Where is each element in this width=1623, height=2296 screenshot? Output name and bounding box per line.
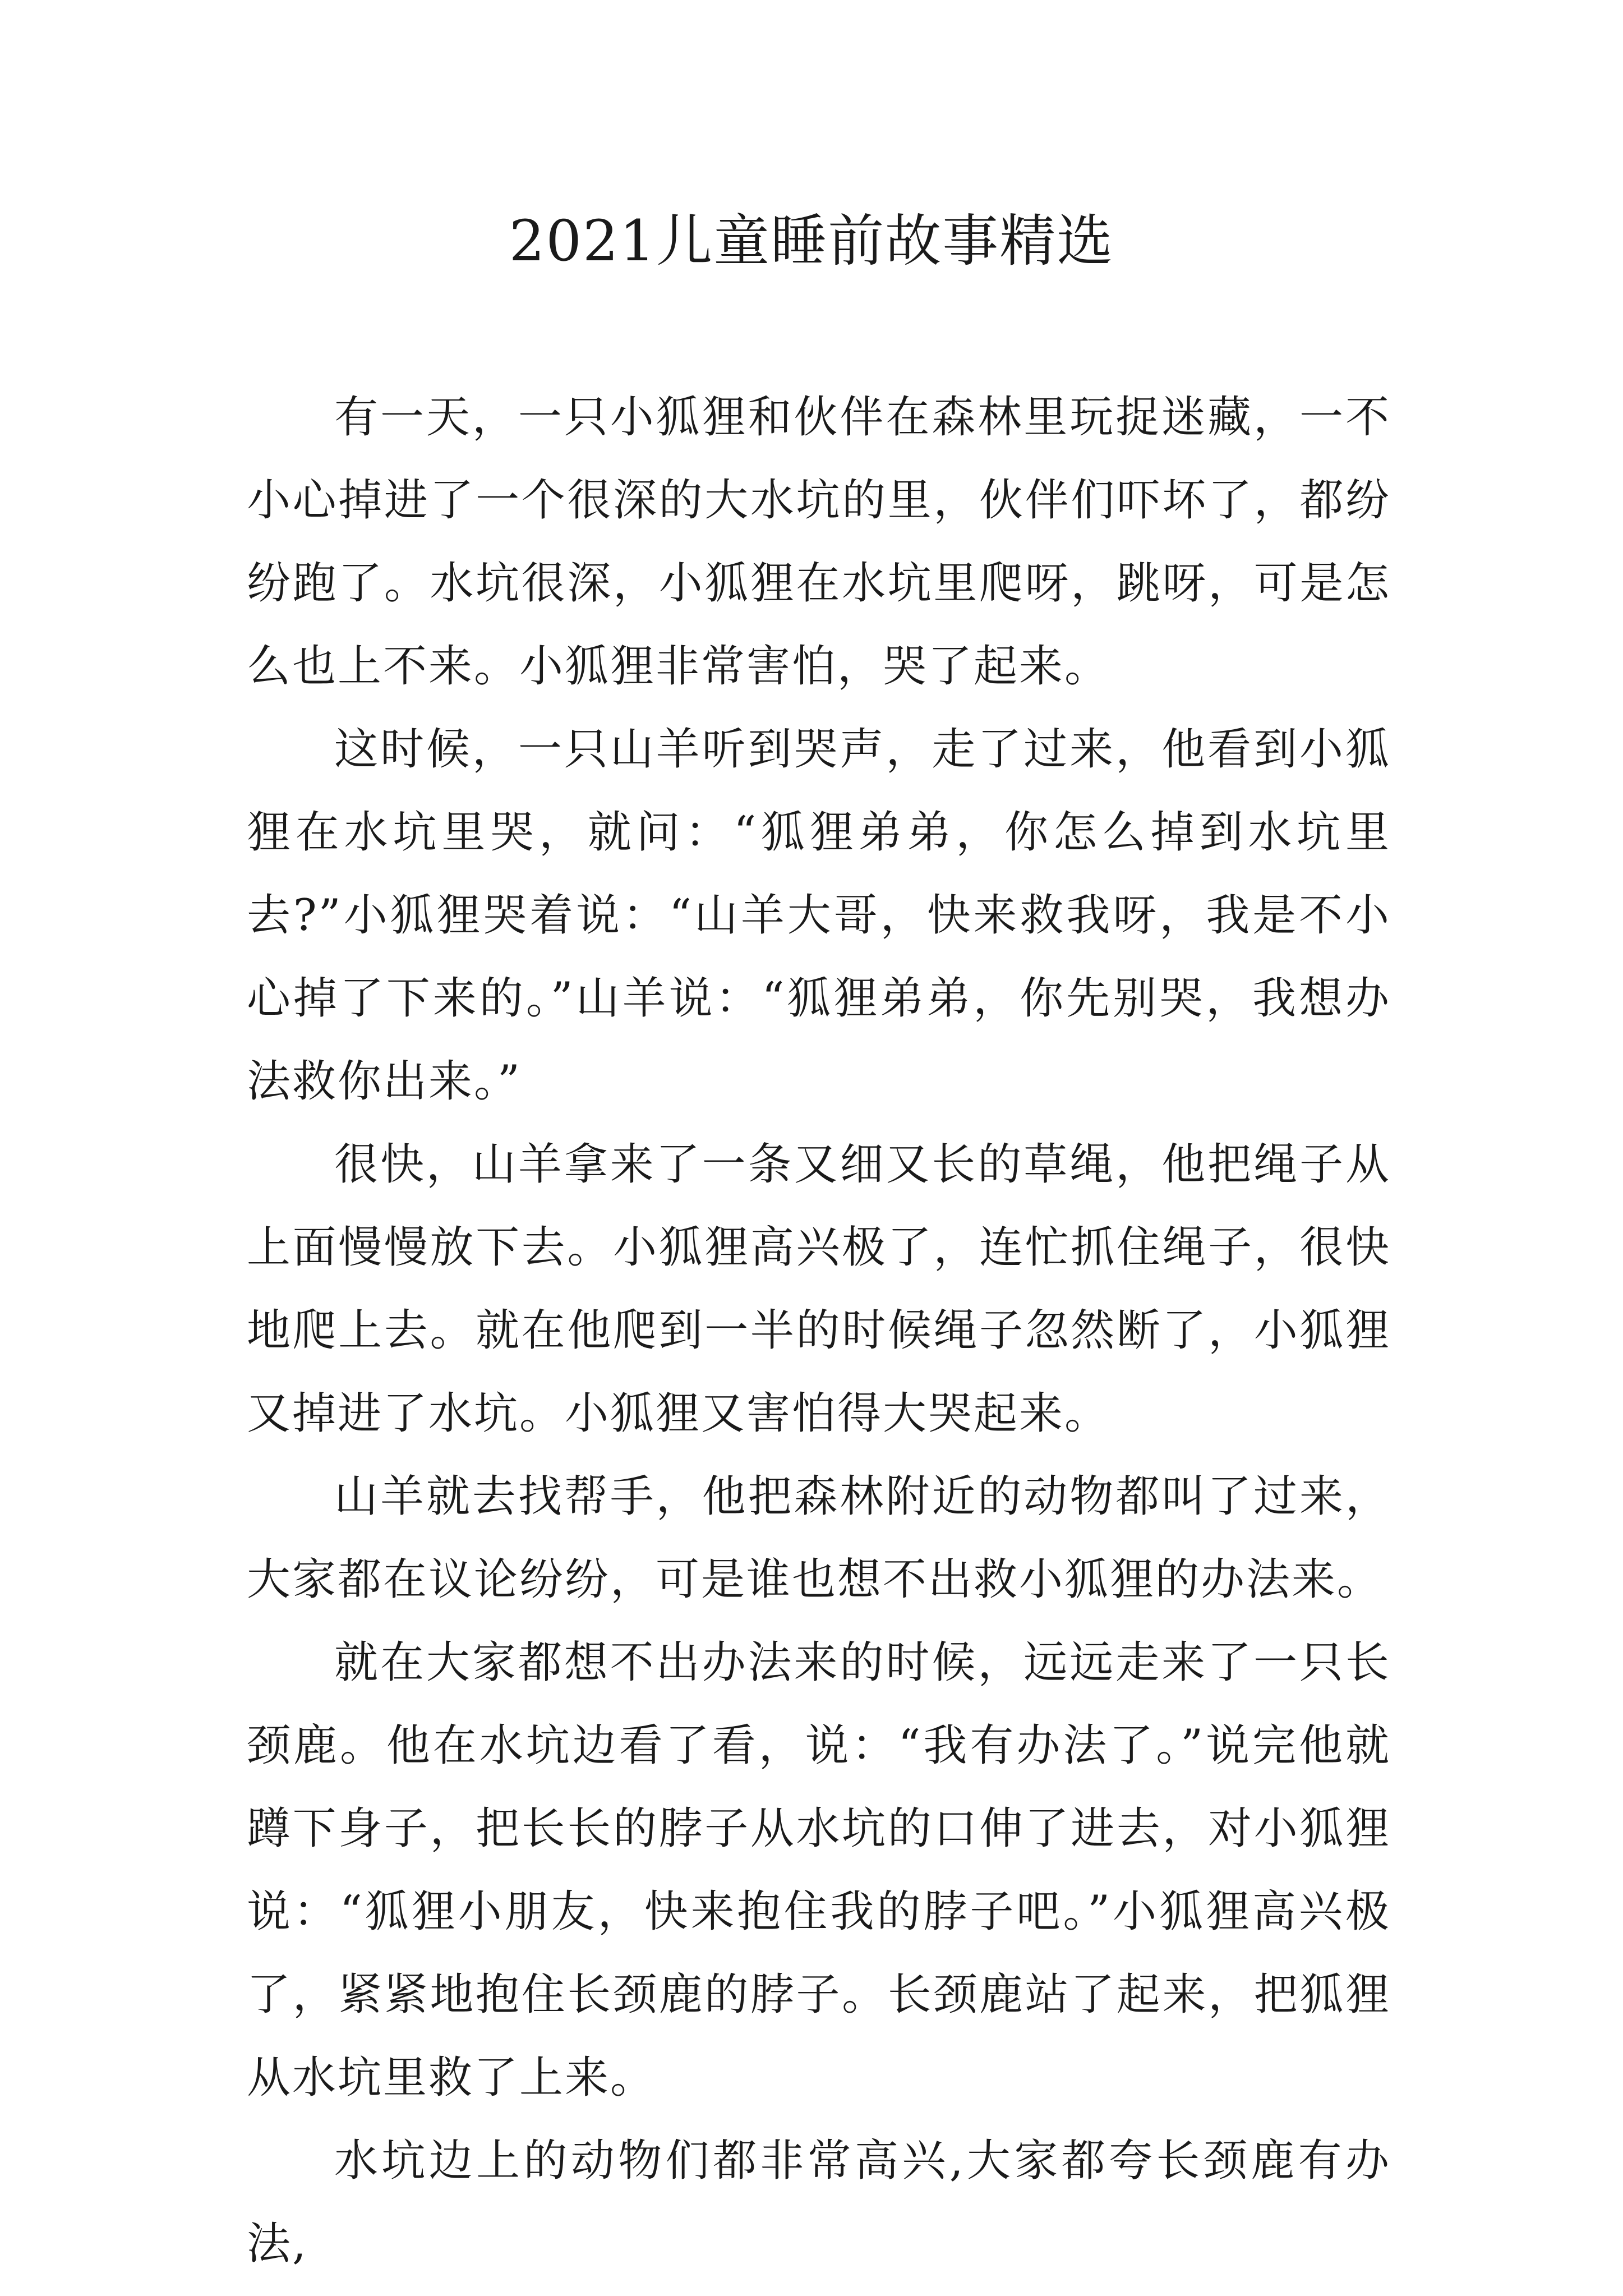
paragraph-5: 就在大家都想不出办法来的时候，远远走来了一只长颈鹿。他在水坑边看了看，说：“我有办法了。”说完他就蹲下身子，把长长的脖子从水坑的口伸了进去，对小狐狸说：“狐狸小朋友，快来抱住我的脖子吧。”小狐狸高兴极了，紧紧地抱住长颈鹿的脖子。长颈鹿站了起来，把狐狸从水坑里救了上来。: [247, 1637, 1391, 2103]
paragraph-1: 有一天，一只小狐狸和伙伴在森林里玩捉迷藏，一不小心掉进了一个很深的大水坑的里，伙伴们吓坏了，都纷纷跑了。水坑很深，小狐狸在水坑里爬呀，跳呀，可是怎么也上不来。小狐狸非常害怕，哭了起来。: [247, 392, 1391, 692]
paragraph-6: 水坑边上的动物们都非常高兴,大家都夸长颈鹿有办法,: [247, 2136, 1391, 2269]
paragraph-4: 山羊就去找帮手，他把森林附近的动物都叫了过来，大家都在议论纷纷，可是谁也想不出救小狐狸的办法来。: [247, 1471, 1391, 1605]
paragraph-3: 很快，山羊拿来了一条又细又长的草绳，他把绳子从上面慢慢放下去。小狐狸高兴极了，连忙抓住绳子，很快地爬上去。就在他爬到一半的时候绳子忽然断了，小狐狸又掉进了水坑。小狐狸又害怕得大哭起来。: [247, 1139, 1391, 1439]
story-body: [247, 376, 1391, 2285]
document-title: 2021儿童睡前故事精选: [509, 208, 1114, 274]
paragraph-2: 这时候，一只山羊听到哭声，走了过来，他看到小狐狸在水坑里哭，就问：“狐狸弟弟，你怎么掉到水坑里去?”小狐狸哭着说：“山羊大哥，快来救我呀，我是不小心掉了下来的。”山羊说：“狐狸弟弟，你先别哭，我想办法救你出来。”: [247, 724, 1391, 1107]
